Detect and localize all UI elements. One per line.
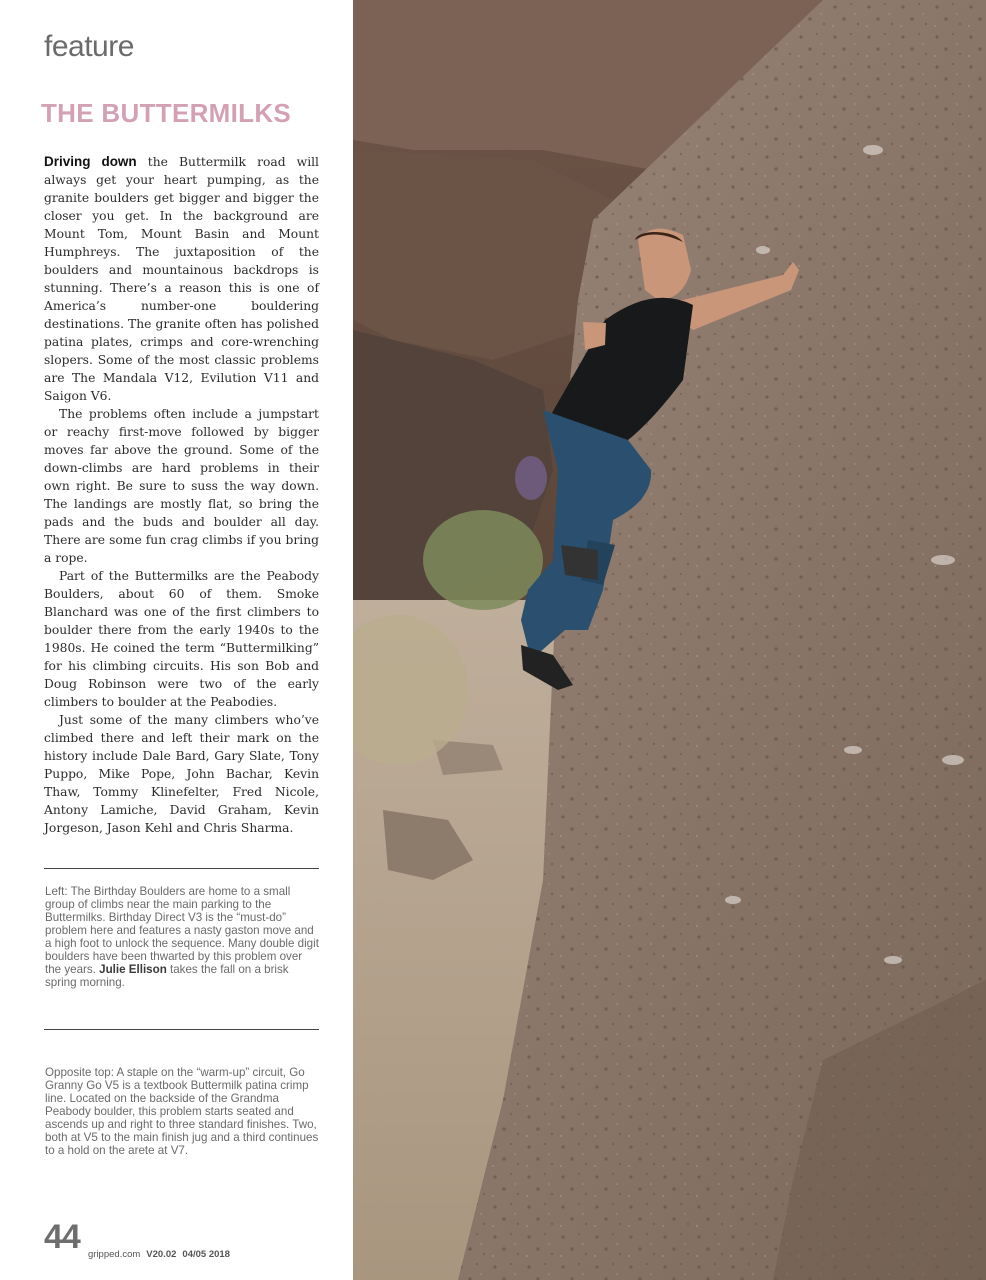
footer-issue: V20.02 bbox=[146, 1249, 177, 1260]
caption-divider-2 bbox=[44, 1029, 319, 1030]
photo-caption-left bbox=[45, 885, 320, 989]
caption-left-text: Left: The Birthday Boulders are home to a small group of climbs near the main parking to the Buttermilks. Birthday Direct V3 is the “must-do” problem here and features a nasty gaston move and a high foot to unlock the sequence. Many double digit boulders have been thwarted by this problem over the years. bbox=[45, 885, 319, 976]
page-footer bbox=[88, 1249, 230, 1260]
footer-date: 04/05 2018 bbox=[182, 1249, 230, 1260]
caption-credit: Julie Ellison bbox=[99, 963, 167, 976]
page-number: 44 bbox=[44, 1218, 80, 1256]
green-shrub bbox=[423, 510, 543, 610]
photo-illustration bbox=[353, 0, 986, 1280]
lead-in: Driving down bbox=[44, 154, 137, 169]
paragraph-2: The problems often include a jumpstart or reachy first-move followed by bigger moves far above the ground. Some of the down-climbs are hard problems in their own right. Be sure to suss the way down. The landings are mostly flat, so bring the pads and the buds and boulder all day. There are some fun crag climbs if you bring a rope. bbox=[44, 407, 319, 565]
paragraph-4: Just some of the many climbers who’ve climbed there and left their mark on the history include Dale Bard, Gary Slate, Tony Puppo, Mike Pope, John Bachar, Kevin Thaw, Tommy Klinefelter, Fred Nicole, Antony Lamiche, David Graham, Kevin Jorgeson, Jason Kehl and Chris Sharma. bbox=[44, 713, 319, 835]
article-body bbox=[44, 153, 319, 837]
text-column bbox=[0, 0, 353, 1280]
paragraph-1-text: the Buttermilk road will always get your heart pumping, as the granite boulders get bigger and bigger the closer you get. In the background are Mount Tom, Mount Basin and Mount Humphreys. The juxtaposition of the boulders and mountainous backdrops is stunning. There’s a reason this is one of America’s number-one bouldering destinations. The granite often has polished patina plates, crimps and core-wrenching slopers. Some of the most classic problems are The Mandala V12, Evilution V11 and Saigon V6. bbox=[44, 155, 319, 403]
footer-site: gripped.com bbox=[88, 1249, 141, 1260]
paragraph-3: Part of the Buttermilks are the Peabody Boulders, about 60 of them. Smoke Blanchard was one of the first climbers to boulder there from the early 1940s to the 1980s. He coined the term “Buttermilking” for his climbing circuits. His son Bob and Doug Robinson were two of the early climbers to boulder at the Peabodies. bbox=[44, 569, 319, 709]
paragraph-1 bbox=[44, 153, 319, 405]
section-label: feature bbox=[44, 30, 134, 63]
caption-left-tail: takes the fall on a brisk spring morning. bbox=[45, 963, 289, 989]
mid-rock bbox=[353, 150, 613, 360]
caption-divider-1 bbox=[44, 868, 319, 869]
article-title: THE BUTTERMILKS bbox=[41, 98, 292, 128]
climbing-photo bbox=[353, 0, 986, 1280]
photo-caption-opposite: Opposite top: A staple on the “warm-up” circuit, Go Granny Go V5 is a textbook Buttermilk patina crimp line. Located on the backside of the Grandma Peabody boulder, this problem starts seated and ascends up and right to three standard finishes. Two, both at V5 to the main finish jug and a third continues to a hold on the arete at V7. bbox=[45, 1066, 319, 1157]
